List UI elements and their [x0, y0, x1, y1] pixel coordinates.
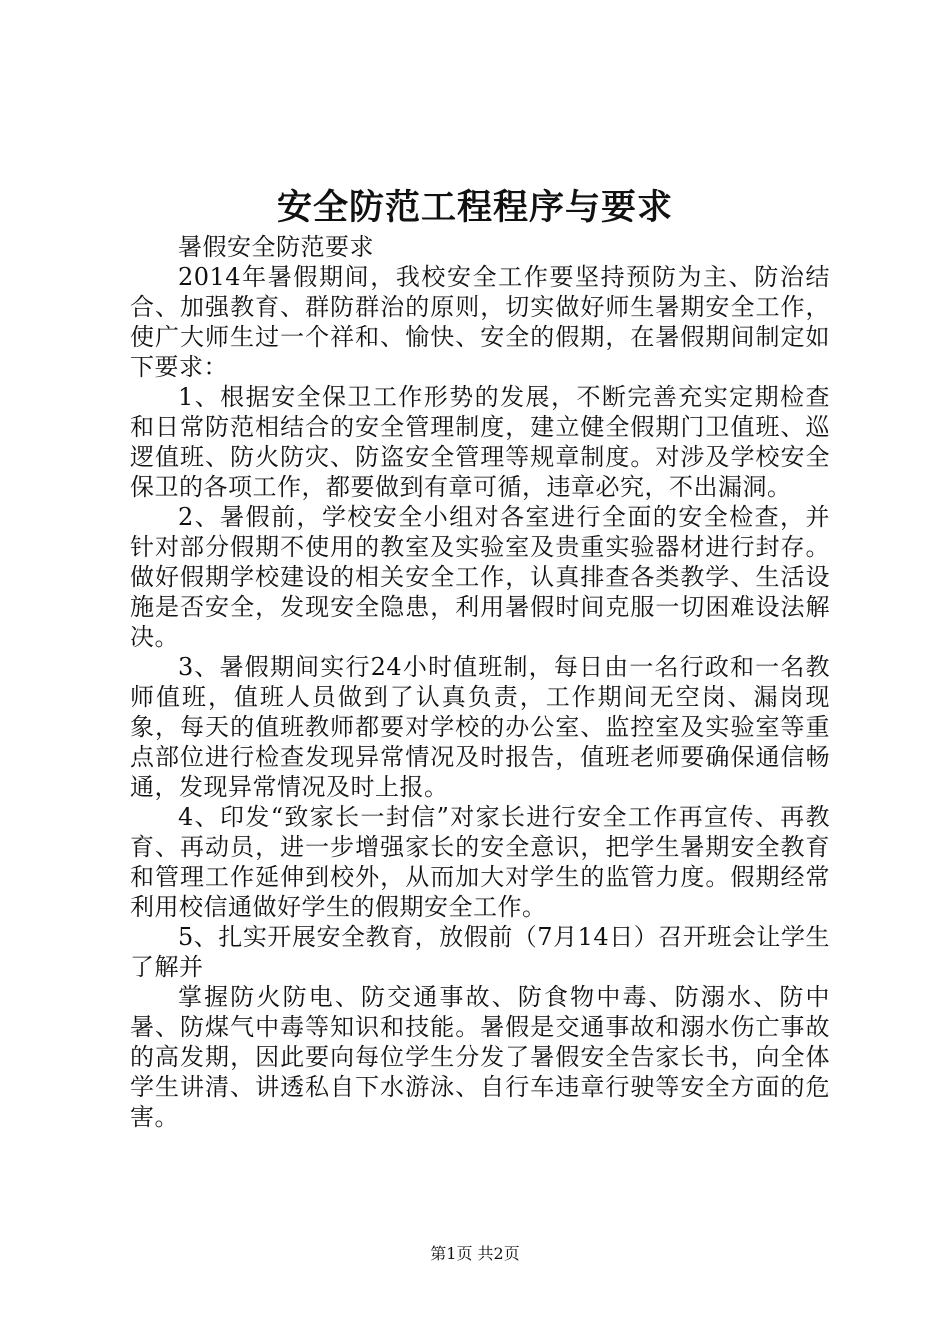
- paragraph-item-1: 1、根据安全保卫工作形势的发展，不断完善充实定期检查和日常防范相结合的安全管理制度，建立健全假期门卫值班、巡逻值班、防火防灾、防盗安全管理等规章制度。对涉及学校安全保卫的各项工作，都要做到有章可循，违章必究，不出漏洞。: [130, 383, 830, 501]
- paragraph-item-5: 5、扎实开展安全教育，放假前（7月14日）召开班会让学生了解并: [130, 923, 830, 981]
- paragraph-intro: 2014年暑假期间，我校安全工作要坚持预防为主、防治结合、加强教育、群防群治的原则，切实做好师生暑期安全工作，使广大师生过一个祥和、愉快、安全的假期，在暑假期间制定如下要求：: [130, 263, 830, 381]
- page-number-footer: 第1页 共2页: [430, 1244, 520, 1263]
- document-body: [130, 232, 830, 1132]
- section-heading: 暑假安全防范要求: [178, 233, 374, 261]
- paragraph-item-5-continued: 掌握防火防电、防交通事故、防食物中毒、防溺水、防中暑、防煤气中毒等知识和技能。暑假是交通事故和溺水伤亡事故的高发期，因此要向每位学生分发了暑假安全告家长书，向全体学生讲清、讲透私自下水游泳、自行车违章行驶等安全方面的危害。: [130, 983, 830, 1131]
- paragraph-item-3: 3、暑假期间实行24小时值班制，每日由一名行政和一名教师值班，值班人员做到了认真负责，工作期间无空岗、漏岗现象，每天的值班教师都要对学校的办公室、监控室及实验室等重点部位进行检查发现异常情况及时报告，值班老师要确保通信畅通，发现异常情况及时上报。: [130, 653, 830, 801]
- document-title: 安全防范工程程序与要求: [276, 187, 673, 228]
- paragraph-item-2: 2、暑假前，学校安全小组对各室进行全面的安全检查，并针对部分假期不使用的教室及实验室及贵重实验器材进行封存。做好假期学校建设的相关安全工作，认真排查各类教学、生活设施是否安全，发现安全隐患，利用暑假时间克服一切困难设法解决。: [130, 503, 830, 651]
- paragraph-item-4: 4、印发“致家长一封信”对家长进行安全工作再宣传、再教育、再动员，进一步增强家长的安全意识，把学生暑期安全教育和管理工作延伸到校外，从而加大对学生的监管力度。假期经常利用校信通做好学生的假期安全工作。: [130, 803, 830, 921]
